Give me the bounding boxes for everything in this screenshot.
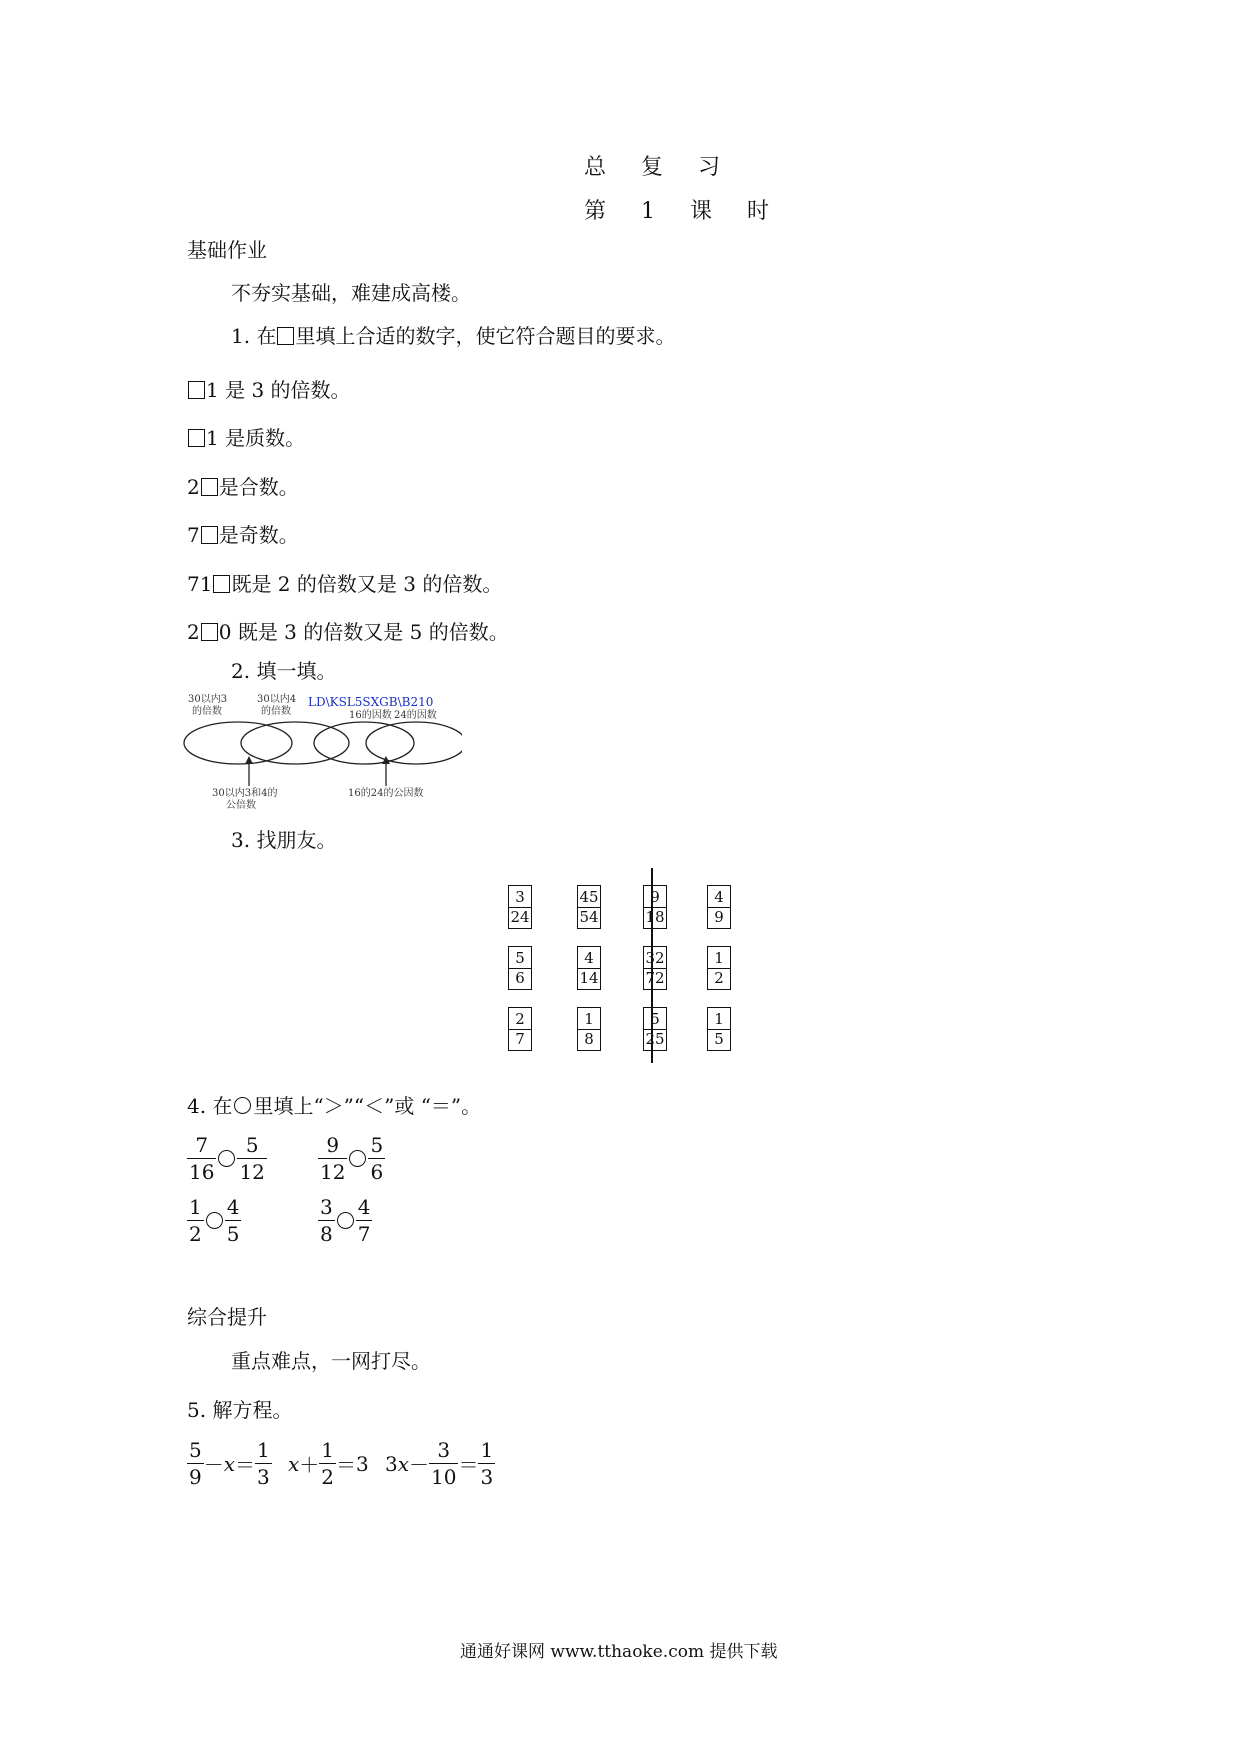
fraction: $\frac{4}{5}$	[226, 1195, 240, 1246]
venn-label-b2: 的倍数	[261, 706, 291, 717]
diagram-code: LD\KSL5SXGB\B210	[308, 695, 434, 709]
venn-arrow2-label: 16的24的公因数	[348, 788, 424, 799]
answer-box[interactable]	[188, 381, 205, 399]
friend-fraction-card[interactable]: 5 25	[643, 1007, 667, 1051]
venn-label-b1: 30以内4	[257, 694, 297, 705]
answer-box[interactable]	[201, 478, 218, 496]
friend-fraction-card[interactable]: 3 24	[508, 885, 532, 929]
compare-item	[318, 1197, 372, 1244]
fraction: $\frac{1}{3}$	[257, 1438, 270, 1489]
venn-arrow1-label-a: 30以内3和4的	[212, 788, 278, 799]
answer-box[interactable]	[213, 575, 230, 593]
q1-item: 1 是质数。	[187, 426, 305, 450]
friend-fraction-card[interactable]: 1 2	[707, 946, 731, 990]
venn-label-c: 16的因数	[349, 710, 392, 721]
question-1-prompt	[231, 324, 675, 348]
blank-circle-icon	[234, 1097, 251, 1114]
question-5-label: 5. 解方程。	[187, 1398, 293, 1422]
fraction: $\frac{5}{6}$	[370, 1133, 384, 1184]
arrow-up-icon	[245, 756, 253, 764]
fraction: $\frac{1}{2}$	[189, 1195, 202, 1246]
venn-diagram	[182, 690, 462, 815]
equation-3: 3 x － $\frac{3}{10}$ ＝ $\frac{1}{3}$	[385, 1438, 494, 1489]
fraction: $\frac{1}{2}$	[321, 1438, 335, 1489]
section-advanced-heading: 综合提升	[187, 1305, 267, 1329]
compare-circle[interactable]	[218, 1150, 235, 1167]
venn-label-a2: 的倍数	[192, 706, 222, 717]
compare-circle[interactable]	[206, 1212, 223, 1229]
compare-circle[interactable]	[349, 1150, 366, 1167]
question-3-label: 3. 找朋友。	[231, 828, 337, 852]
q1-item: 7 是奇数。	[187, 523, 299, 547]
q1-item: 2 0 既是 3 的倍数又是 5 的倍数。	[187, 620, 509, 644]
page-footer: 通通好课网 www.tthaoke.com 提供下载	[460, 1642, 778, 1662]
section-basic-heading: 基础作业	[187, 238, 267, 262]
venn-arrow1-label-b: 公倍数	[226, 800, 256, 811]
answer-box[interactable]	[201, 623, 218, 641]
venn-ellipse	[184, 722, 292, 764]
answer-box[interactable]	[188, 429, 205, 447]
fraction: $\frac{5}{12}$	[239, 1133, 265, 1184]
question-4-prompt	[187, 1094, 481, 1118]
fraction: $\frac{3}{8}$	[320, 1195, 333, 1246]
q1-item: 71 既是 2 的倍数又是 3 的倍数。	[187, 572, 503, 596]
q1-suffix: 里填上合适的数字，使它符合题目的要求。	[295, 324, 676, 348]
fraction: $\frac{4}{7}$	[357, 1195, 371, 1246]
venn-label-a1: 30以内3	[188, 694, 228, 705]
friend-fraction-card[interactable]: 2 7	[508, 1007, 532, 1051]
q1-item: 1 是 3 的倍数。	[187, 378, 351, 402]
page-title: 总 复 习	[584, 155, 734, 180]
answer-box[interactable]	[201, 526, 218, 544]
fraction: $\frac{7}{16}$	[189, 1133, 215, 1184]
equation-1: $\frac{5}{9}$ － x ＝ $\frac{1}{3}$	[189, 1438, 270, 1489]
fraction: $\frac{9}{12}$	[320, 1133, 346, 1184]
compare-item	[187, 1197, 241, 1244]
venn-label-d: 24的因数	[394, 710, 437, 721]
question-2-label: 2. 填一填。	[231, 659, 337, 683]
compare-circle[interactable]	[337, 1212, 354, 1229]
q4-suffix: 里填上“＞”“＜”或 “＝”。	[253, 1094, 482, 1118]
q4-prefix: 4. 在	[187, 1094, 233, 1118]
fraction: $\frac{3}{10}$	[431, 1438, 457, 1489]
q1-prefix: 1. 在	[231, 324, 277, 348]
q1-item: 2 是合数。	[187, 475, 299, 499]
fraction: $\frac{1}{3}$	[480, 1438, 494, 1489]
lesson-subtitle: 第 1 课 时	[584, 199, 783, 224]
blank-box-icon	[277, 327, 294, 345]
equation-2: x ＋ $\frac{1}{2}$ ＝ 3	[288, 1438, 369, 1489]
friend-fraction-card[interactable]: 9 18	[643, 885, 667, 929]
venn-ellipse	[314, 722, 414, 764]
friend-fraction-card[interactable]: 45 54	[577, 885, 601, 929]
friend-fraction-card[interactable]: 4 14	[577, 946, 601, 990]
compare-item	[318, 1135, 385, 1182]
friend-fraction-card[interactable]: 1 5	[707, 1007, 731, 1051]
friend-fraction-card[interactable]: 1 8	[577, 1007, 601, 1051]
compare-item	[187, 1135, 267, 1182]
section-advanced-slogan: 重点难点，一网打尽。	[231, 1349, 431, 1373]
friend-fraction-card[interactable]: 4 9	[707, 885, 731, 929]
fraction: $\frac{5}{9}$	[189, 1438, 202, 1489]
section-basic-slogan: 不夯实基础，难建成高楼。	[231, 281, 471, 305]
friend-fraction-card[interactable]: 32 72	[643, 946, 667, 990]
friend-fraction-card[interactable]: 5 6	[508, 946, 532, 990]
venn-ellipse	[241, 722, 349, 764]
